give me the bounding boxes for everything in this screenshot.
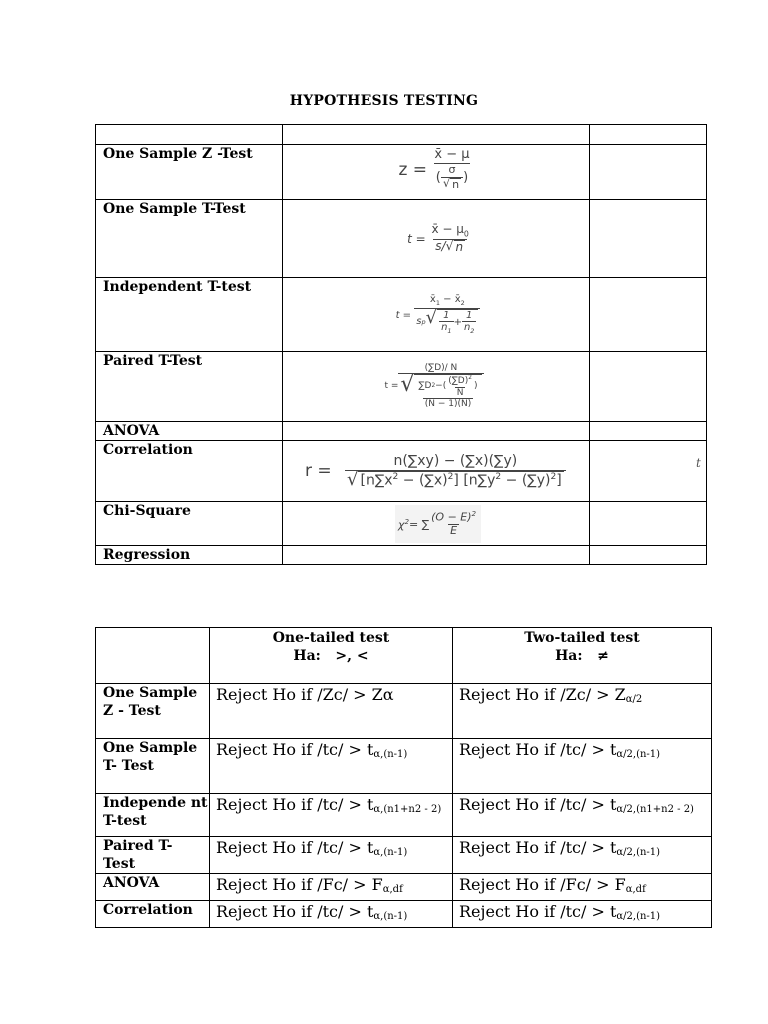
formula-numerator: x̄ − μ xyxy=(431,221,464,236)
rule-text: Reject Ho if /tc/ > t xyxy=(459,795,617,814)
one-tailed-rule xyxy=(210,739,453,794)
formula-n1: n xyxy=(441,322,448,334)
row-label: Regression xyxy=(96,546,283,565)
formula-sub: 2 xyxy=(470,327,475,336)
formula-numerator: n(∑xy) − (∑x)(∑y) xyxy=(393,453,518,470)
empty-cell xyxy=(590,278,707,352)
table-row xyxy=(96,352,707,422)
table-row xyxy=(96,739,712,794)
formula-part: [n∑x xyxy=(360,472,393,489)
formula-lhs: t = xyxy=(395,309,412,321)
formula-sup: 2 xyxy=(468,375,472,382)
rule-subscript: α/2 xyxy=(625,694,643,705)
table-row xyxy=(96,874,712,901)
rule-text: Reject Ho if /tc/ > t xyxy=(459,838,617,857)
table-row xyxy=(96,837,712,874)
formula-cell xyxy=(283,145,590,200)
formula-part: − (∑y) xyxy=(501,472,551,489)
formula-sup: 2 xyxy=(550,471,557,482)
formula-n2: n xyxy=(463,322,471,334)
header-cell xyxy=(590,125,707,145)
row-label: Independe nt T-test xyxy=(96,794,210,837)
formula-cell xyxy=(283,441,590,502)
rule-text: Reject Ho if /tc/ > t xyxy=(459,902,617,921)
formula-minus: − xyxy=(435,381,443,392)
rule-text: Reject Ho if /tc/ > t xyxy=(216,740,374,759)
table-row xyxy=(96,628,712,684)
empty-cell xyxy=(590,422,707,441)
clipped-formula-fragment: t xyxy=(696,456,701,470)
rule-subscript: α,(n-1) xyxy=(373,749,408,760)
formula-cell xyxy=(283,278,590,352)
header-cell xyxy=(96,125,283,145)
row-label: One Sample Z - Test xyxy=(96,684,210,739)
empty-cell xyxy=(283,546,590,565)
formula-sup: 2 xyxy=(495,471,502,482)
table-row xyxy=(96,125,707,145)
row-label: Paired T- Test xyxy=(96,837,210,874)
formula-numerator: (O − E) xyxy=(431,510,472,524)
rule-text: Reject Ho if /Zc/ > Zα xyxy=(216,685,394,704)
table-row xyxy=(96,502,707,546)
formula-denominator: (N − 1)(N) xyxy=(424,398,472,409)
row-label: One Sample T-Test xyxy=(96,200,283,278)
table-row xyxy=(96,901,712,928)
one-tailed-ha: Ha: >, < xyxy=(293,648,369,664)
table-row xyxy=(96,145,707,200)
two-tailed-ha: Ha: ≠ xyxy=(555,648,609,664)
formula-n: n xyxy=(455,240,464,255)
formula-lhs: r = xyxy=(305,461,332,481)
two-tailed-rule xyxy=(453,874,712,901)
two-tailed-rule xyxy=(453,837,712,874)
page-title: HYPOTHESIS TESTING xyxy=(289,93,479,109)
rule-subscript: α,(n-1) xyxy=(373,911,408,922)
formula-cell xyxy=(283,352,590,422)
one-tailed-rule xyxy=(210,874,453,901)
two-tailed-rule xyxy=(453,684,712,739)
formula-part: − (∑x) xyxy=(398,472,448,489)
rule-subscript: α,(n1+n2 - 2) xyxy=(373,804,442,815)
row-label: ANOVA xyxy=(96,874,210,901)
rule-text: Reject Ho if /tc/ > t xyxy=(216,838,374,857)
rule-subscript: α,df xyxy=(382,884,403,895)
rule-text: Reject Ho if /tc/ > t xyxy=(216,795,374,814)
formula-x1: x̄ xyxy=(429,294,436,306)
row-label: Paired T-Test xyxy=(96,352,283,422)
formula-sum: = ∑ xyxy=(408,517,430,531)
formula-lhs: t = xyxy=(407,232,426,246)
formula-sub: 2 xyxy=(460,299,465,308)
empty-cell xyxy=(590,441,707,502)
table-row xyxy=(96,684,712,739)
two-tailed-header xyxy=(453,628,712,684)
formula-cell xyxy=(283,502,590,546)
rejection-rules-table xyxy=(95,627,712,928)
formula-lhs: z = xyxy=(398,160,428,180)
formula-sigma: σ xyxy=(448,163,456,177)
one-tailed-rule xyxy=(210,684,453,739)
rule-text: Reject Ho if /Fc/ > F xyxy=(216,875,383,894)
two-tailed-rule xyxy=(453,794,712,837)
z-test-formula: z = x̄ − μ ( σ √ n ) xyxy=(390,145,480,200)
formulas-table xyxy=(95,124,707,565)
paired-t-formula: t = (∑D)/ N √ ∑D 2 − ( $\frac{(\sum D)^2}{N}$ ) (N − 1)(N) xyxy=(378,352,490,422)
rule-text: Reject Ho if /Fc/ > F xyxy=(459,875,626,894)
formula-part: ] xyxy=(556,472,562,489)
formula-x2: x̄ xyxy=(454,294,461,306)
empty-cell xyxy=(590,502,707,546)
table-row xyxy=(96,200,707,278)
row-label: One Sample T- Test xyxy=(96,739,210,794)
one-tailed-rule xyxy=(210,901,453,928)
rule-subscript: α,(n-1) xyxy=(373,847,408,858)
independent-t-formula: t = $x̄_1$ − $x̄_2$ s p √ $\frac{1}{n_1}$ + $\frac{1}{n_2}$ xyxy=(390,278,486,352)
formula-n: N xyxy=(456,387,464,398)
empty-cell xyxy=(590,200,707,278)
formula-numerator: (∑D)/ N xyxy=(424,362,458,373)
header-cell xyxy=(96,628,210,684)
formula-n: n xyxy=(452,177,460,191)
two-tailed-rule xyxy=(453,739,712,794)
rule-subscript: α/2,(n1+n2 - 2) xyxy=(616,804,694,815)
one-tailed-rule xyxy=(210,837,453,874)
rule-subscript: α,df xyxy=(625,884,646,895)
empty-cell xyxy=(590,352,707,422)
formula-sup: 2 xyxy=(447,471,454,482)
formula-plus: + xyxy=(453,316,462,328)
formula-numerator: x̄ − μ xyxy=(434,147,470,163)
formula-sup: 2 xyxy=(392,471,399,482)
empty-cell xyxy=(590,145,707,200)
formula-minus: − xyxy=(439,294,455,306)
rule-subscript: α/2,(n-1) xyxy=(616,847,661,858)
formula-one: 1 xyxy=(466,309,473,321)
formula-sup: 2 xyxy=(471,509,477,519)
table-row xyxy=(96,794,712,837)
header-cell xyxy=(283,125,590,145)
formula-cell xyxy=(283,200,590,278)
one-tailed-header xyxy=(210,628,453,684)
table-row xyxy=(96,546,707,565)
correlation-formula: r = n(∑xy) − (∑x)(∑y) √ $[n\sum x^2 - (\sum x)^2] [n\sum y^2 - (\sum y)^2]$ xyxy=(305,443,577,499)
two-tailed-rule xyxy=(453,901,712,928)
formula-sub: 0 xyxy=(463,229,469,239)
row-label: Correlation xyxy=(96,441,283,502)
one-tailed-title: One-tailed test xyxy=(272,630,390,646)
formula-sp: s xyxy=(416,316,422,328)
formula-sum-d: (∑D) xyxy=(448,376,469,387)
formula-chi: χ xyxy=(397,518,405,532)
row-label: Chi-Square xyxy=(96,502,283,546)
formula-sub: 1 xyxy=(447,327,452,336)
formula-denominator: E xyxy=(450,524,458,538)
row-label: ANOVA xyxy=(96,422,283,441)
rule-text: Reject Ho if /tc/ > t xyxy=(216,902,374,921)
formula-sub: 1 xyxy=(435,299,440,308)
formula-sup: 2 xyxy=(431,383,436,390)
formula-lhs: t = xyxy=(384,381,399,391)
table-row xyxy=(96,422,707,441)
two-tailed-title: Two-tailed test xyxy=(524,630,640,646)
empty-cell xyxy=(283,422,590,441)
rule-subscript: α/2,(n-1) xyxy=(616,911,661,922)
rule-text: Reject Ho if /Zc/ > Z xyxy=(459,685,626,704)
formula-part: ] [n∑y xyxy=(453,472,496,489)
one-tailed-rule xyxy=(210,794,453,837)
formula-denominator: s/ xyxy=(435,239,446,254)
formula-sum-d: ∑D xyxy=(418,381,432,392)
formula-sup: 2 xyxy=(404,516,409,526)
rule-subscript: α/2,(n-1) xyxy=(616,749,661,760)
formula-one: 1 xyxy=(443,309,450,321)
table-row xyxy=(96,441,707,502)
row-label: One Sample Z -Test xyxy=(96,145,283,200)
chi-square-formula xyxy=(395,505,481,543)
table-row xyxy=(96,278,707,352)
rule-text: Reject Ho if /tc/ > t xyxy=(459,740,617,759)
row-label: Correlation xyxy=(96,901,210,928)
row-label: Independent T-test xyxy=(96,278,283,352)
t-test-formula: t = x̄ − $\mu_0$ s/ √ n xyxy=(390,200,488,278)
formula-sub: p xyxy=(421,317,426,326)
empty-cell xyxy=(590,546,707,565)
